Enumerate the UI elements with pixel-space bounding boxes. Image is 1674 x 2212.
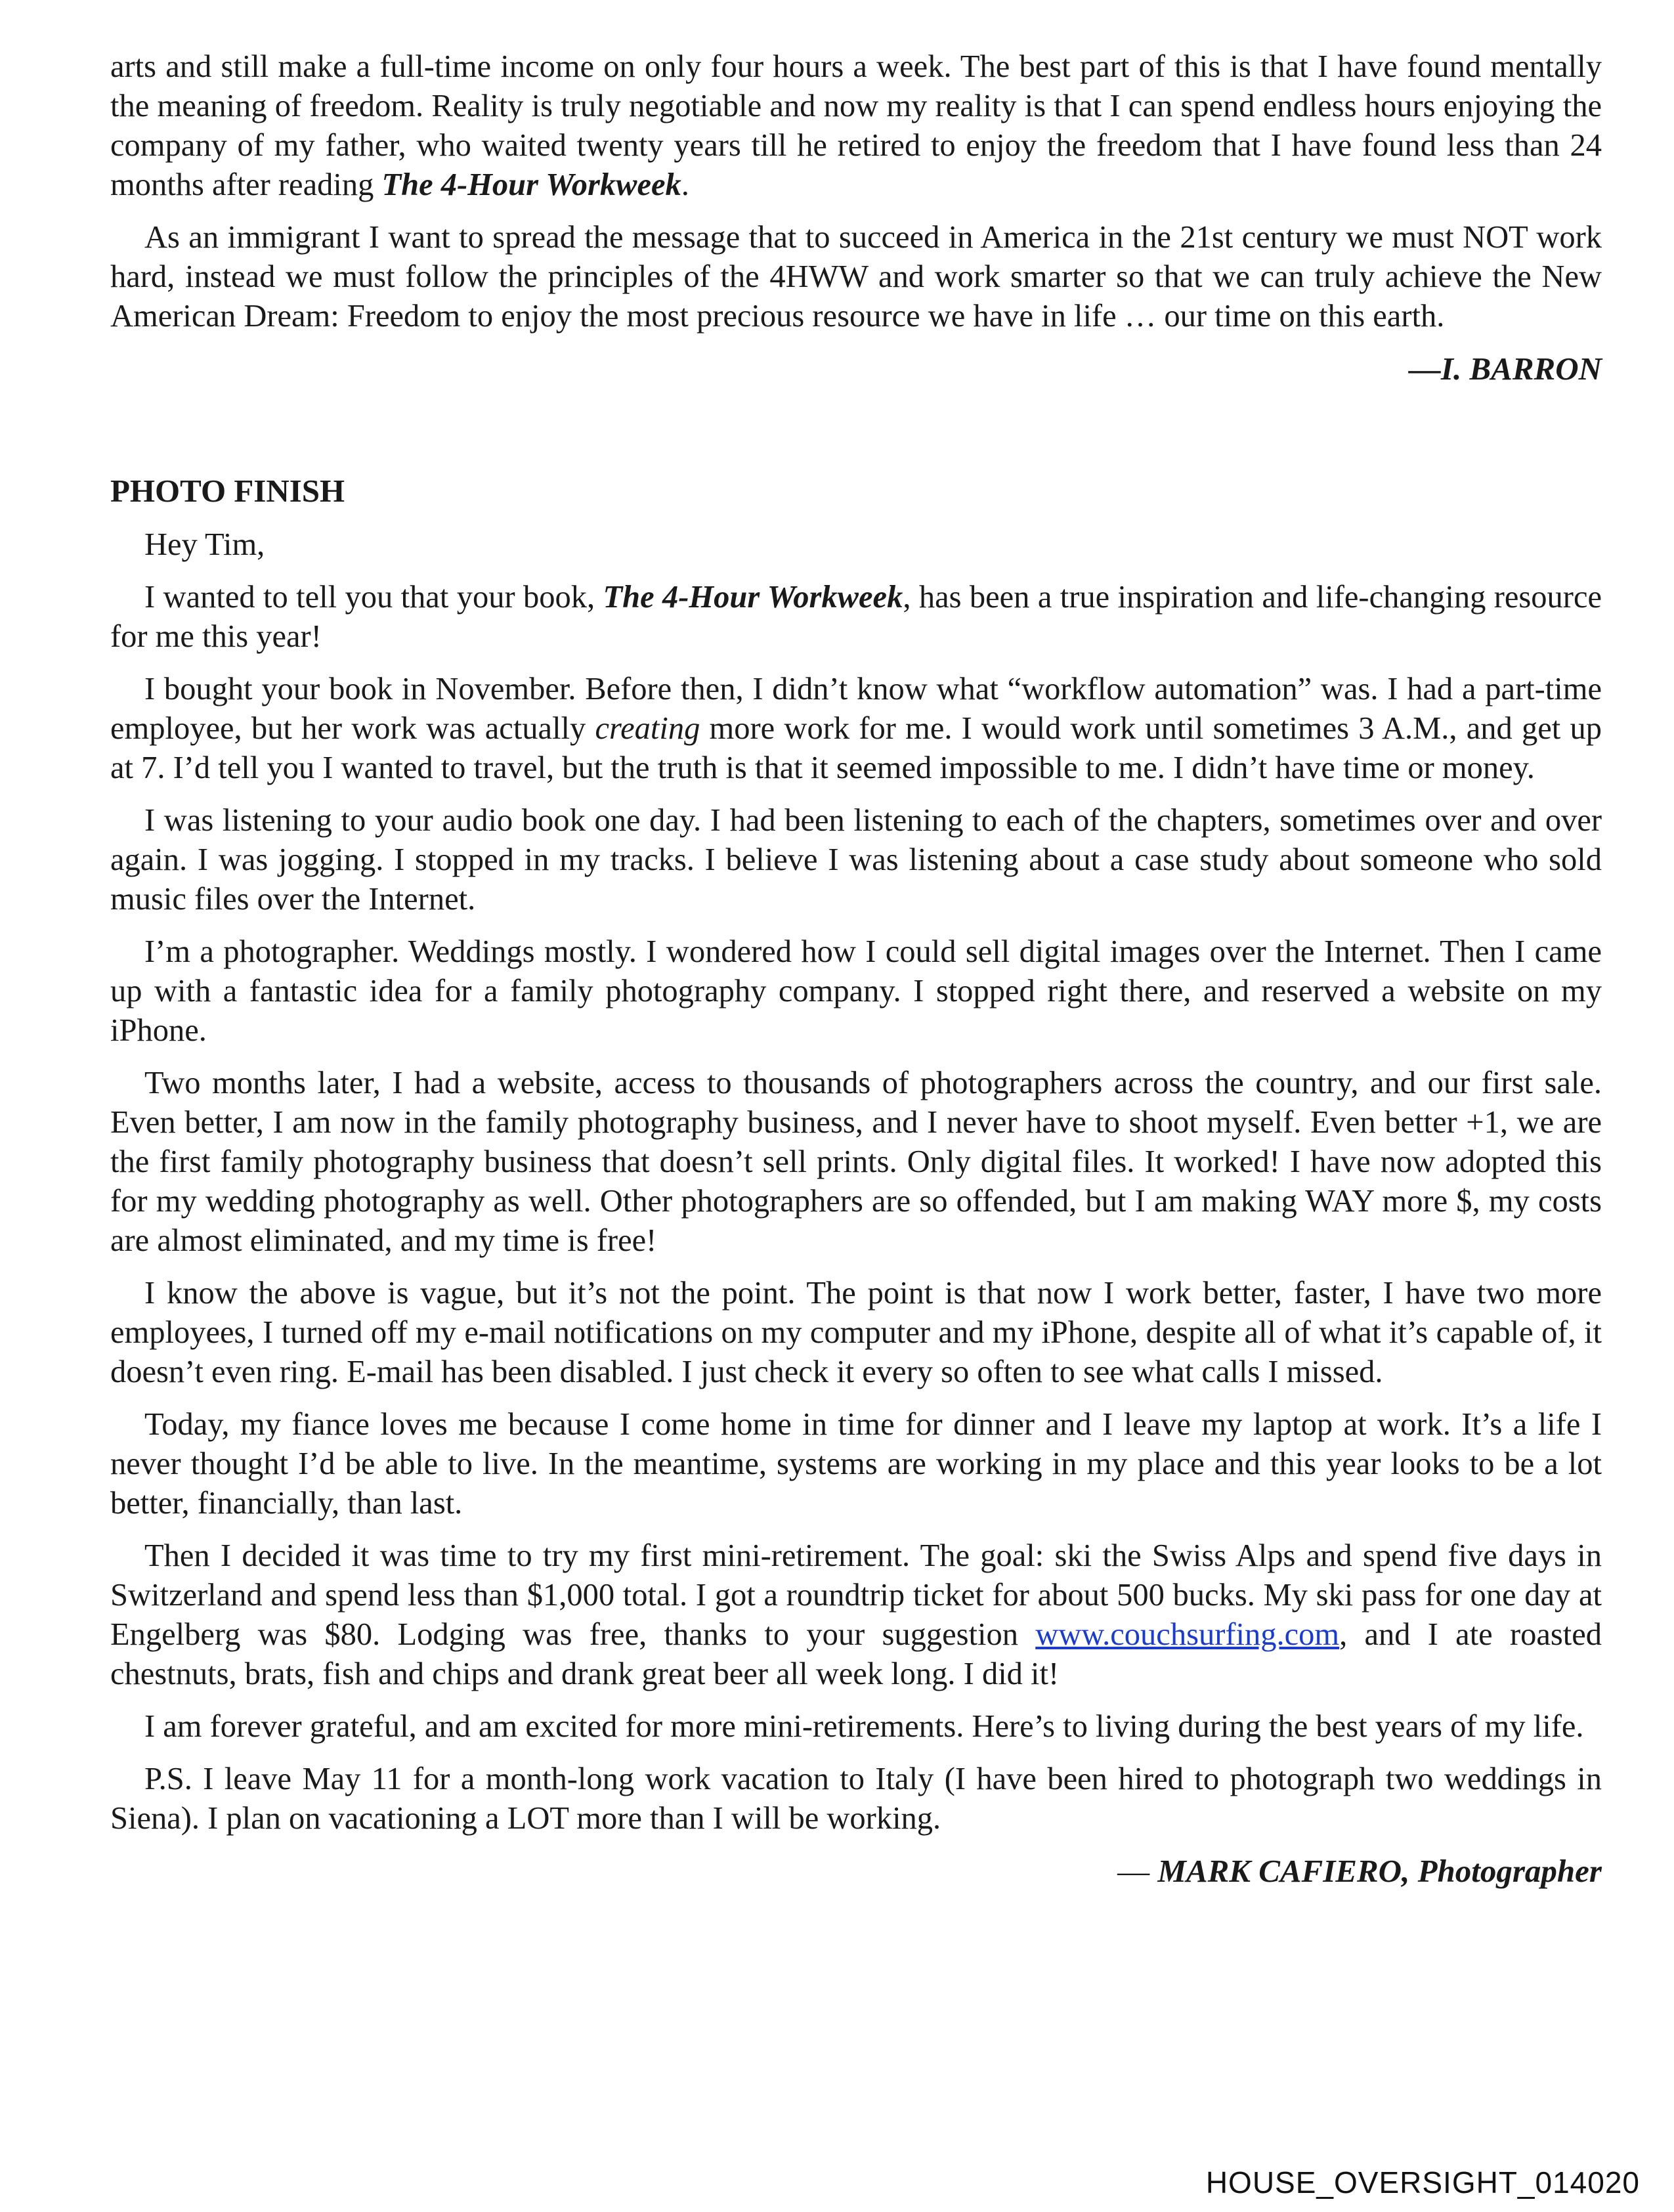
text-run: arts and still make a full-time income on only four hours a week. The best part of this is that I have found mentally the meaning of freedom. Reality is truly negotiable and now my reality is that I can spend endless hours enjoying the company of my father, who waited twenty years till he retired to enjoy the freedom that I have found less than 24 months after reading (110, 49, 1602, 202)
bates-number: HOUSE_OVERSIGHT_014020 (1205, 2165, 1640, 2200)
signature-dash: — (1117, 1853, 1158, 1889)
letter-paragraph-3: I was listening to your audio book one day. I had been listening to each of the chapters, sometimes over and over again. I was jogging. I stopped in my tracks. I believe I was listening about a case study about someone who sold music files over the Internet. (110, 803, 1602, 917)
letter-paragraph-6: I know the above is vague, but it’s not the point. The point is that now I work better, faster, I have two more employees, I turned off my e-mail notifications on my computer and my iPhone, despite all of what it’s capable of, it doesn’t even ring. E-mail has been disabled. I just check it every so often to see what calls I missed. (110, 1276, 1602, 1389)
text-run: Then I decided it was time to try my first mini-retirement. The goal: ski the Swiss Alps and spend five days in Switzerland and spend less than $1,000 total. I got a roundtrip ticket for about 500 bucks. My ski pass for one day at Engelberg was $80. Lodging was free, thanks to your suggestion (110, 1538, 1602, 1652)
emphasis: creating (595, 711, 700, 746)
letter-paragraph-5: Two months later, I had a website, access to thousands of photographers across the country, and our first sale. Even better, I am now in the family photography business, and I never have to shoot myself. Even better +1, we are the first family photography business that doesn’t sell prints. Only digital files. It worked! I have now adopted this for my wedding photography as well. Other photographers are so offended, but I am making WAY more $, my costs are almost eliminated, and my time is free! (110, 1066, 1602, 1258)
intro-paragraph-1 (110, 47, 1602, 205)
book-title: The 4-Hour Workweek (603, 580, 903, 615)
letter-paragraph-7: Today, my fiance loves me because I come home in time for dinner and I leave my laptop at work. It’s a life I never thought I’d be able to live. In the meantime, systems are working in my place and this year looks to be a lot better, financially, than last. (110, 1407, 1602, 1521)
greeting: Hey Tim, (144, 527, 265, 562)
letter-paragraph-9: I am forever grateful, and am excited for more mini-retirements. Here’s to living during the best years of my life. (144, 1709, 1584, 1744)
text-run: , has been a true inspiration and life-changing resource for me this year! (110, 580, 1602, 654)
letter-paragraph-8 (110, 1536, 1602, 1694)
text-run: , and I ate roasted chestnuts, brats, fish and chips and drank great beer all week long. I did it! (110, 1617, 1602, 1691)
section-heading: PHOTO FINISH (110, 473, 345, 509)
letter-paragraph-4: I’m a photographer. Weddings mostly. I wondered how I could sell digital images over the Internet. Then I came up with a fantastic idea for a family photography company. I stopped right there, and reserved a website on my iPhone. (110, 934, 1602, 1048)
text-run: more work for me. I would work until sometimes 3 A.M., and get up at 7. I’d tell you I wanted to travel, but the truth is that it seemed impossible to me. I didn’t have time or money. (110, 711, 1602, 785)
book-title: The 4-Hour Workweek (381, 167, 681, 202)
text-run: I bought your book in November. Before then, I didn’t know what “workflow automation” was. I had a part-time employee, but her work was actually (110, 672, 1602, 746)
text-run: . (681, 167, 689, 202)
couchsurfing-link[interactable]: www.couchsurfing.com (1035, 1617, 1340, 1652)
letter-paragraph-10: P.S. I leave May 11 for a month-long work vacation to Italy (I have been hired to photograph two weddings in Siena). I plan on vacationing a LOT more than I will be working. (110, 1762, 1602, 1836)
document-page (110, 47, 1602, 1891)
signature-barron: —I. BARRON (1408, 351, 1602, 387)
intro-paragraph-2: As an immigrant I want to spread the message that to succeed in America in the 21st century we must NOT work hard, instead we must follow the principles of the 4HWW and work smarter so that we can truly achieve the New American Dream: Freedom to enjoy the most precious resource we have in life … our time on this earth. (110, 220, 1602, 334)
signature-name: MARK CAFIERO, Photographer (1157, 1853, 1602, 1889)
letter-paragraph-2 (110, 670, 1602, 788)
signature-cafiero (110, 1852, 1602, 1891)
text-run: I wanted to tell you that your book, (144, 580, 603, 615)
letter-paragraph-1 (110, 578, 1602, 657)
